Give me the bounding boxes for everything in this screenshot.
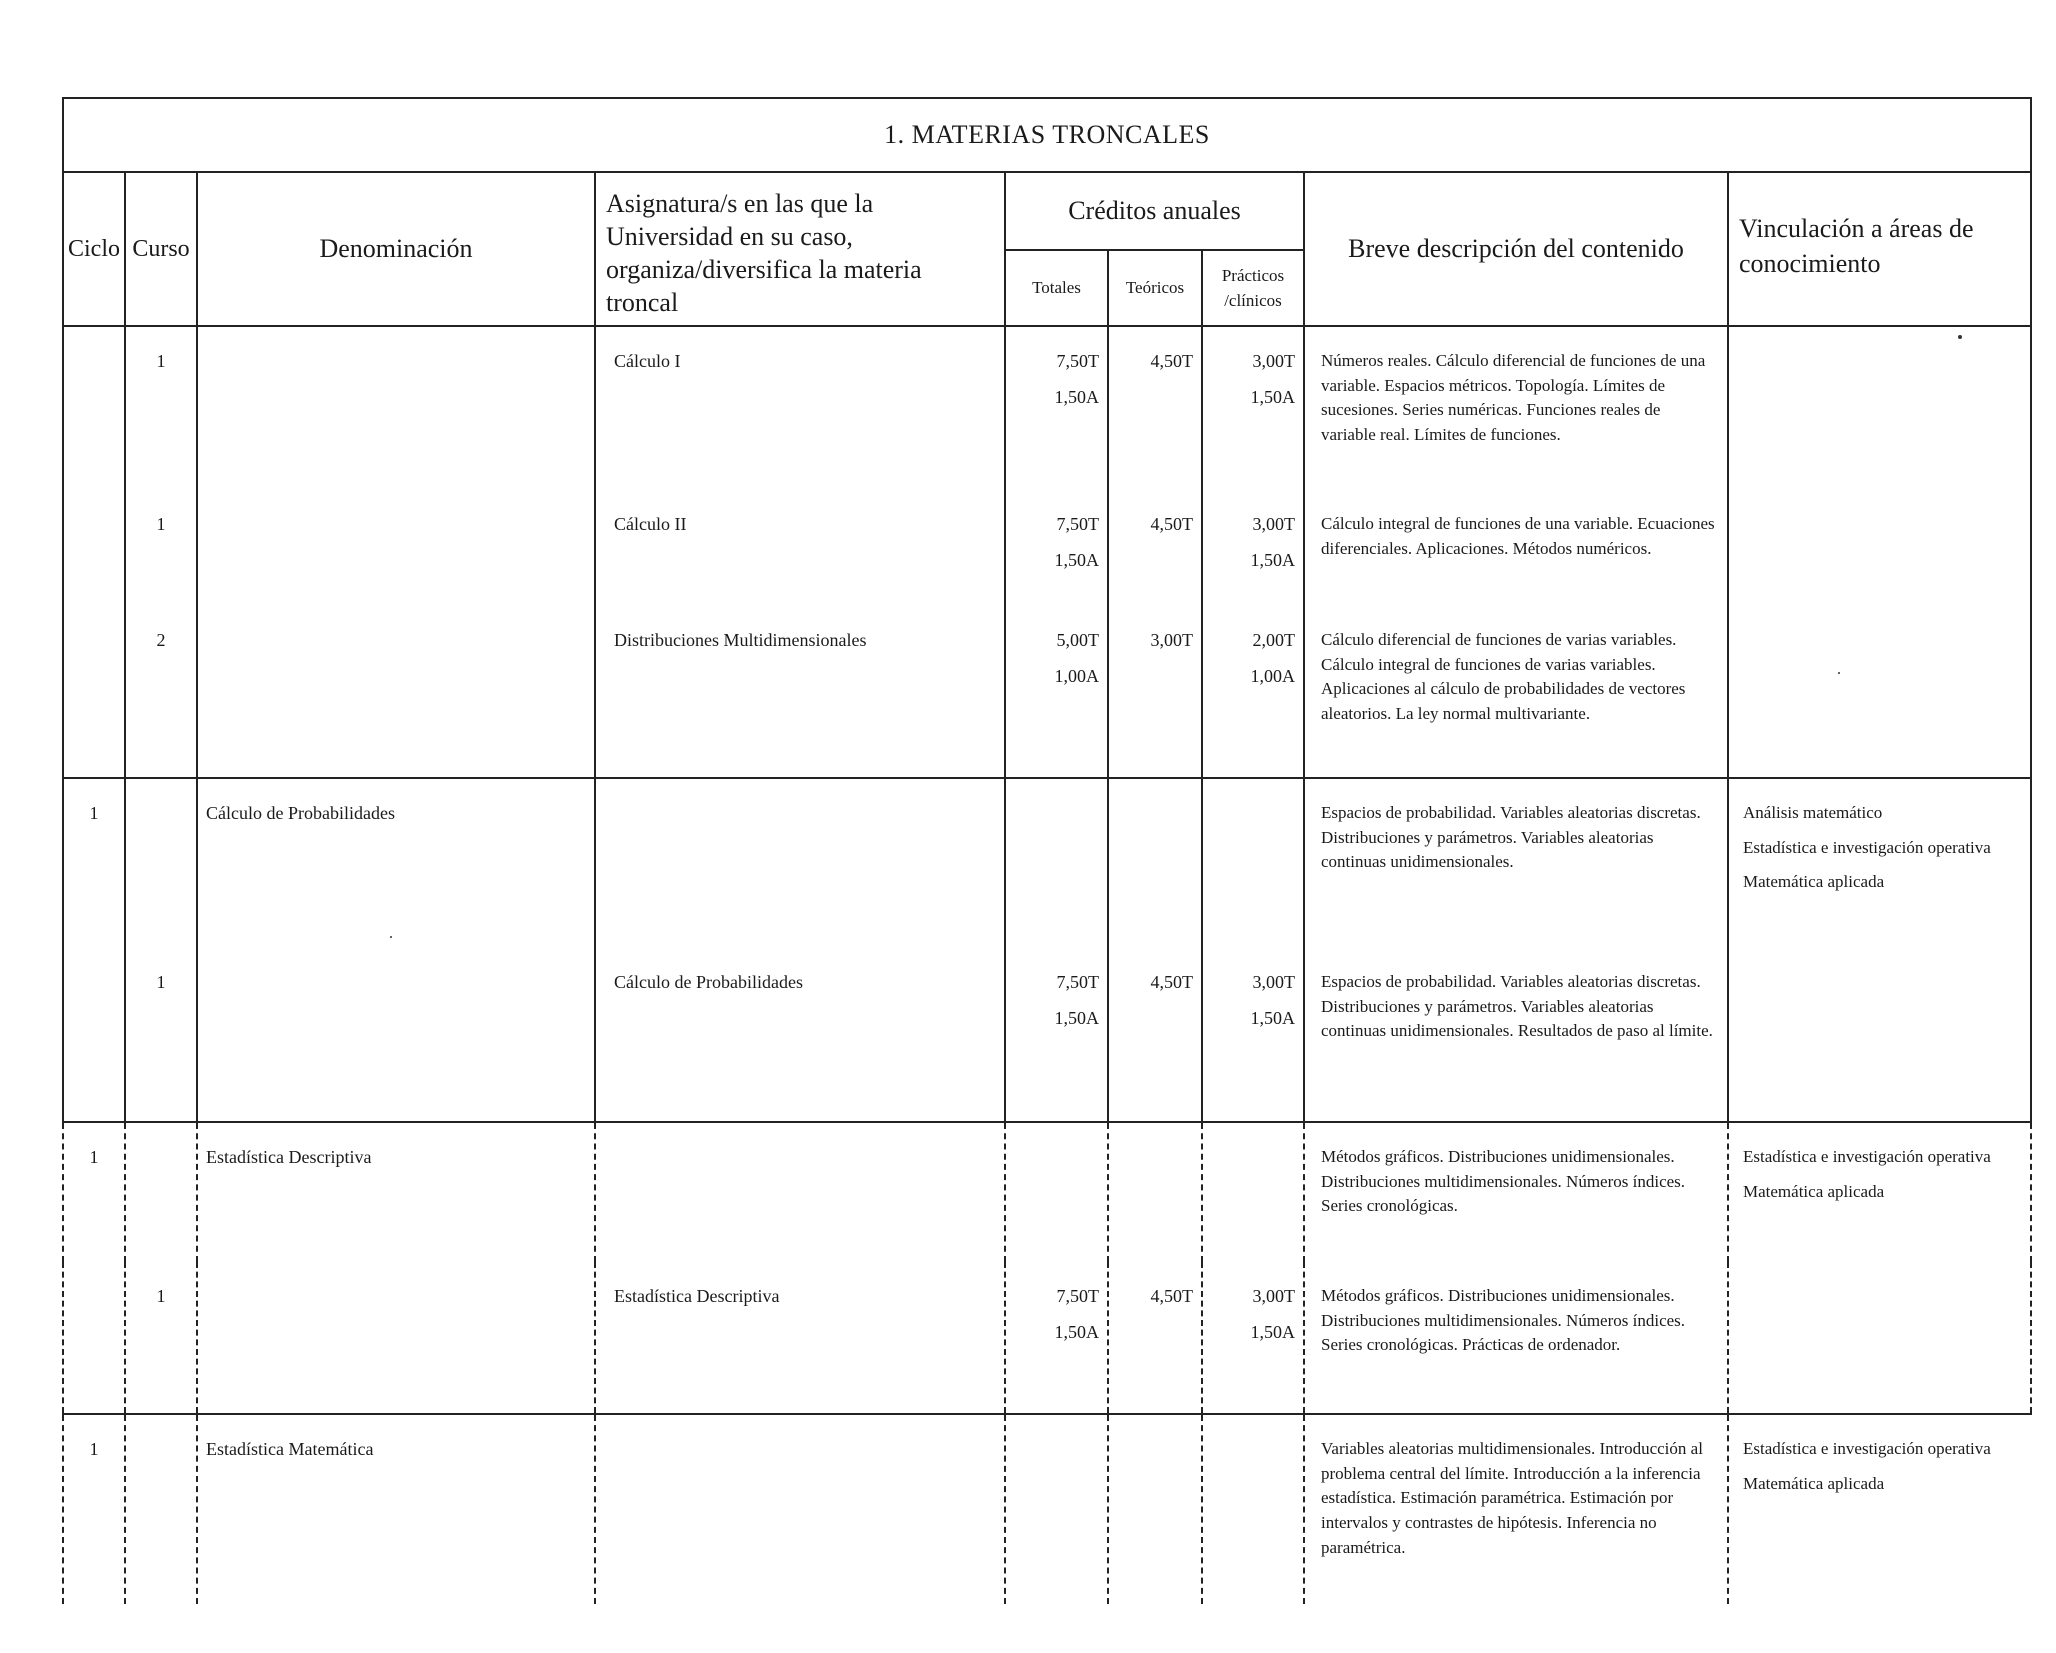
cell-vinculacion bbox=[1728, 490, 2031, 606]
cell-denominacion bbox=[197, 606, 595, 778]
cell-totales: 7,50T 1,50A bbox=[1005, 490, 1108, 606]
cell-totales bbox=[1005, 1122, 1108, 1262]
cell-curso: 1 bbox=[125, 490, 197, 606]
cell-ciclo bbox=[63, 948, 125, 1122]
cell-denominacion bbox=[197, 1262, 595, 1414]
cell-vinculacion bbox=[1728, 778, 2031, 948]
scan-speck bbox=[1838, 672, 1840, 674]
cell-ciclo bbox=[63, 1262, 125, 1414]
cell-descripcion: Cálculo integral de funciones de una variable. Ecuaciones diferenciales. Aplicaciones. Métodos numéricos. bbox=[1304, 490, 1728, 606]
cell-vinculacion bbox=[1728, 1414, 2031, 1604]
cell-practicos bbox=[1202, 1414, 1304, 1604]
cell-teoricos: 4,50T bbox=[1108, 490, 1202, 606]
cell-teoricos bbox=[1108, 1414, 1202, 1604]
cell-teoricos bbox=[1108, 778, 1202, 948]
cell-vinculacion bbox=[1728, 1122, 2031, 1262]
materias-table bbox=[62, 97, 2032, 1604]
cell-asignatura: Distribuciones Multidimensionales bbox=[595, 606, 1005, 778]
cell-asignatura: Cálculo II bbox=[595, 490, 1005, 606]
cell-asignatura: Estadística Descriptiva bbox=[595, 1262, 1005, 1414]
cell-practicos: 3,00T 1,50A bbox=[1202, 948, 1304, 1122]
header-creditos: Créditos anuales bbox=[1005, 172, 1304, 250]
cell-vinculacion bbox=[1728, 1262, 2031, 1414]
cell-practicos bbox=[1202, 778, 1304, 948]
vinculacion-area: Estadística e investigación operativa bbox=[1743, 1147, 1991, 1166]
cell-teoricos: 4,50T bbox=[1108, 948, 1202, 1122]
cell-practicos bbox=[1202, 1122, 1304, 1262]
header-descripcion: Breve descripción del contenido bbox=[1304, 172, 1728, 326]
cell-curso bbox=[125, 1414, 197, 1604]
header-asignaturas: Asignatura/s en las que la Universidad en su caso, organiza/diversifica la materia troncal bbox=[595, 172, 1005, 326]
vinculacion-area: Matemática aplicada bbox=[1743, 1181, 1885, 1201]
cell-curso bbox=[125, 778, 197, 948]
header-practicos: Prácticos /clínicos bbox=[1202, 250, 1304, 326]
cell-practicos: 3,00T 1,50A bbox=[1202, 490, 1304, 606]
cell-totales: 7,50T 1,50A bbox=[1005, 326, 1108, 490]
cell-descripcion: Cálculo diferencial de funciones de varias variables. Cálculo integral de funciones de varias variables. Aplicaciones al cálculo de probabilidades de vectores aleatorios. La ley normal multivariante. bbox=[1304, 606, 1728, 778]
scan-speck bbox=[390, 936, 392, 938]
cell-descripcion: Números reales. Cálculo diferencial de funciones de una variable. Espacios métricos. Topología. Límites de sucesiones. Series numéricas. Funciones reales de variable real. Límites de funciones. bbox=[1304, 326, 1728, 490]
cell-descripcion: Variables aleatorias multidimensionales. Introducción al problema central del límite. Introducción a la inferencia estadística. Estimación paramétrica. Estimación por intervalos y contrastes de hipótesis. Inferencia no paramétrica. bbox=[1304, 1414, 1728, 1604]
cell-vinculacion bbox=[1728, 606, 2031, 778]
cell-asignatura bbox=[595, 1414, 1005, 1604]
header-ciclo: Ciclo bbox=[63, 172, 125, 326]
cell-totales bbox=[1005, 1414, 1108, 1604]
cell-totales: 7,50T 1,50A bbox=[1005, 1262, 1108, 1414]
cell-curso bbox=[125, 1122, 197, 1262]
vinculacion-area: Matemática aplicada bbox=[1743, 872, 1885, 892]
cell-denominacion bbox=[197, 490, 595, 606]
vinculacion-area: Estadística e investigación operativa bbox=[1743, 1439, 1991, 1458]
cell-curso: 2 bbox=[125, 606, 197, 778]
cell-practicos: 2,00T 1,00A bbox=[1202, 606, 1304, 778]
cell-descripcion: Espacios de probabilidad. Variables aleatorias discretas. Distribuciones y parámetros. Variables aleatorias continuas unidimensionales. bbox=[1304, 778, 1728, 948]
scan-speck bbox=[1958, 335, 1962, 339]
cell-practicos: 3,00T 1,50A bbox=[1202, 326, 1304, 490]
cell-denominacion: Estadística Matemática bbox=[197, 1414, 595, 1604]
cell-vinculacion bbox=[1728, 948, 2031, 1122]
header-teoricos: Teóricos bbox=[1108, 250, 1202, 326]
cell-teoricos bbox=[1108, 1122, 1202, 1262]
cell-denominacion: Cálculo de Probabilidades bbox=[197, 778, 595, 948]
cell-descripcion: Métodos gráficos. Distribuciones unidimensionales. Distribuciones multidimensionales. Números índices. Series cronológicas. Prácticas de ordenador. bbox=[1304, 1262, 1728, 1414]
header-curso: Curso bbox=[125, 172, 197, 326]
cell-denominacion: Estadística Descriptiva bbox=[197, 1122, 595, 1262]
cell-teoricos: 4,50T bbox=[1108, 1262, 1202, 1414]
cell-curso: 1 bbox=[125, 1262, 197, 1414]
cell-ciclo: 1 bbox=[63, 778, 125, 948]
header-totales: Totales bbox=[1005, 250, 1108, 326]
cell-asignatura bbox=[595, 778, 1005, 948]
vinculacion-area: Estadística e investigación operativa bbox=[1743, 837, 1991, 857]
cell-teoricos: 3,00T bbox=[1108, 606, 1202, 778]
vinculacion-area: Matemática aplicada bbox=[1743, 1473, 1885, 1493]
cell-asignatura bbox=[595, 1122, 1005, 1262]
cell-asignatura: Cálculo I bbox=[595, 326, 1005, 490]
cell-ciclo bbox=[63, 326, 125, 490]
cell-descripcion: Métodos gráficos. Distribuciones unidimensionales. Distribuciones multidimensionales. Números índices. Series cronológicas. bbox=[1304, 1122, 1728, 1262]
cell-denominacion bbox=[197, 948, 595, 1122]
cell-ciclo: 1 bbox=[63, 1414, 125, 1604]
table-title: 1. MATERIAS TRONCALES bbox=[63, 98, 2031, 172]
header-denominacion: Denominación bbox=[197, 172, 595, 326]
cell-ciclo bbox=[63, 490, 125, 606]
cell-curso: 1 bbox=[125, 948, 197, 1122]
header-vinculacion: Vinculación a áreas de conocimiento bbox=[1728, 172, 2031, 326]
cell-denominacion bbox=[197, 326, 595, 490]
cell-totales: 7,50T 1,50A bbox=[1005, 948, 1108, 1122]
cell-teoricos: 4,50T bbox=[1108, 326, 1202, 490]
cell-ciclo bbox=[63, 606, 125, 778]
troncales-document bbox=[62, 97, 2030, 1604]
cell-vinculacion bbox=[1728, 326, 2031, 490]
cell-descripcion: Espacios de probabilidad. Variables aleatorias discretas. Distribuciones y parámetros. Variables aleatorias continuas unidimensionales. Resultados de paso al límite. bbox=[1304, 948, 1728, 1122]
cell-totales: 5,00T 1,00A bbox=[1005, 606, 1108, 778]
vinculacion-area: Análisis matemático bbox=[1743, 803, 1883, 822]
cell-totales bbox=[1005, 778, 1108, 948]
cell-practicos: 3,00T 1,50A bbox=[1202, 1262, 1304, 1414]
cell-curso: 1 bbox=[125, 326, 197, 490]
cell-ciclo: 1 bbox=[63, 1122, 125, 1262]
cell-asignatura: Cálculo de Probabilidades bbox=[595, 948, 1005, 1122]
